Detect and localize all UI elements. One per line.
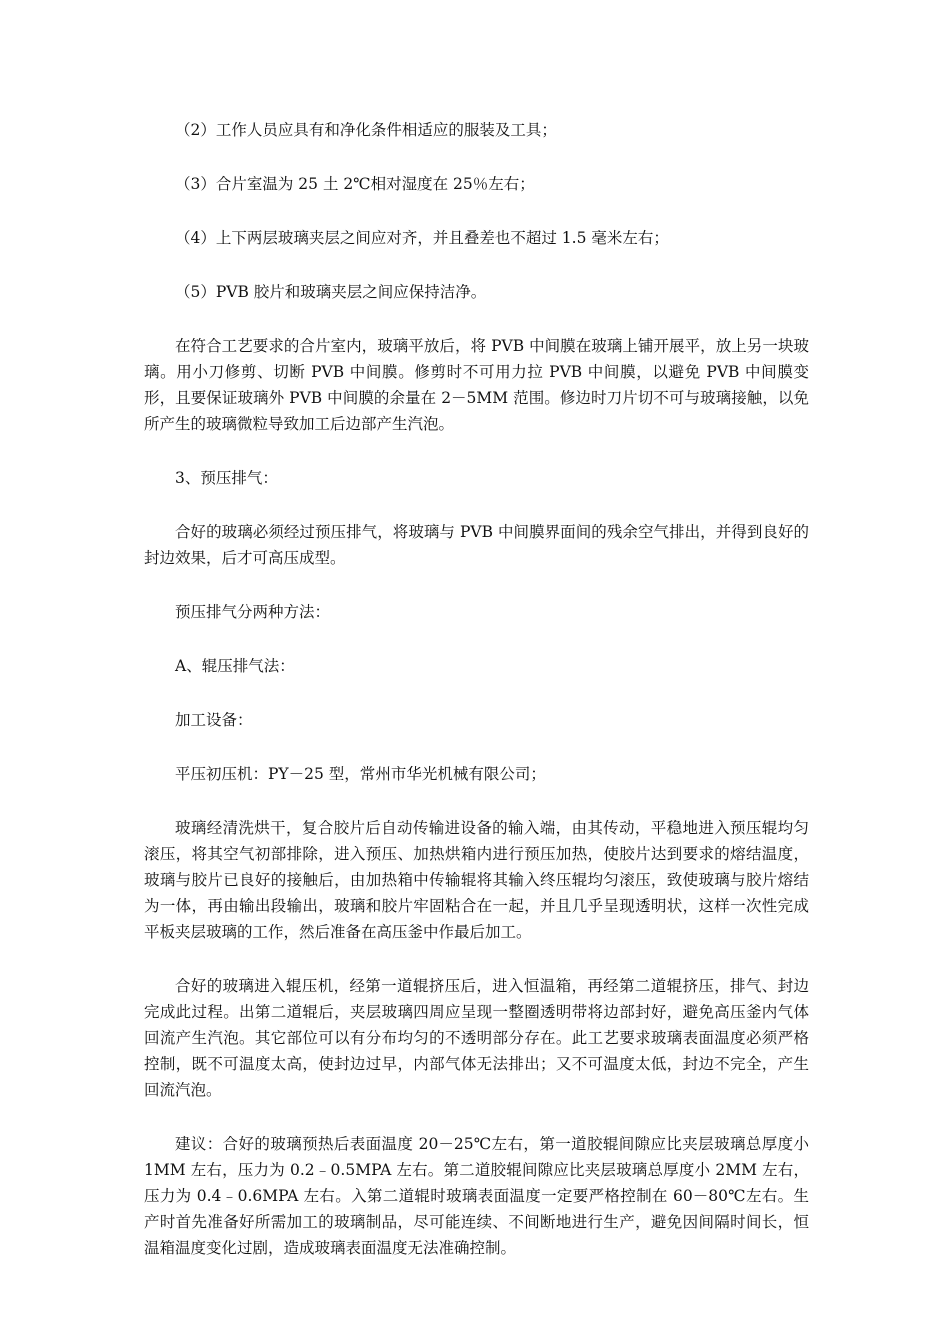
suggestion-paragraph: 建议：合好的玻璃预热后表面温度 20－25℃左右，第一道胶辊间隙应比夹层玻璃总厚度小 1MM 左右，压力为 0.2﹣0.5MPA 左右。第二道胶辊间隙应比夹层玻璃总厚度小 2MM 左右，压力为 0.4﹣0.6MPA 左右。入第二道辊时玻璃表面温度一定要严格控制在 60－80℃左右。生产时首先准备好所需加工的玻璃制品，尽可能连续、不间断地进行生产，避免因间隔时间长，恒温箱温度变化过剧，造成玻璃表面温度无法准确控制。 (144, 1135, 809, 1257)
equipment-heading: 加工设备： (175, 711, 253, 729)
lamination-paragraph: 在符合工艺要求的合片室内，玻璃平放后，将 PVB 中间膜在玻璃上铺开展平，放上另一块玻璃。用小刀修剪、切断 PVB 中间膜。修剪时不可用力拉 PVB 中间膜，以避免 PVB 中间膜变形，且要保证玻璃外 PVB 中间膜的余量在 2－5MM 范围。修边时刀片切不可与玻璃接触，以免所产生的玻璃微粒导致加工后边部产生汽泡。 (144, 337, 809, 433)
process-paragraph: 玻璃经清洗烘干，复合胶片后自动传输进设备的输入端，由其传动，平稳地进入预压辊均匀滚压，将其空气初部排除，进入预压、加热烘箱内进行预压加热，使胶片达到要求的熔结温度，玻璃与胶片已良好的接触后，由加热箱中传输辊将其输入终压辊均匀滚压，致使玻璃与胶片熔结为一体，再由输出段输出，玻璃和胶片牢固粘合在一起，并且几乎呈现透明状，这样一次性完成平板夹层玻璃的工作，然后准备在高压釜中作最后加工。 (144, 819, 809, 941)
document-body (144, 117, 809, 1289)
requirement-item-5: （5）PVB 胶片和玻璃夹层之间应保持洁净。 (175, 283, 487, 301)
section-heading-prepress: 3、预压排气： (175, 469, 278, 487)
prepress-intro-paragraph: 合好的玻璃必须经过预压排气，将玻璃与 PVB 中间膜界面间的残余空气排出，并得到良好的封边效果，后才可高压成型。 (144, 523, 809, 567)
requirement-item-2: （2）工作人员应具有和净化条件相适应的服装及工具； (175, 121, 557, 139)
roller-paragraph: 合好的玻璃进入辊压机，经第一道辊挤压后，进入恒温箱，再经第二道辊挤压，排气、封边完成此过程。出第二道辊后，夹层玻璃四周应呈现一整圈透明带将边部封好，避免高压釜内气体回流产生汽泡。其它部位可以有分布均匀的不透明部分存在。此工艺要求玻璃表面温度必须严格控制，既不可温度太高，使封边过早，内部气体无法排出；又不可温度太低，封边不完全，产生回流汽泡。 (144, 977, 809, 1099)
methods-heading: 预压排气分两种方法： (175, 603, 331, 621)
requirement-item-4: （4）上下两层玻璃夹层之间应对齐，并且叠差也不超过 1.5 毫米左右； (175, 229, 669, 247)
equipment-line: 平压初压机：PY－25 型，常州市华光机械有限公司； (175, 765, 546, 783)
method-a-heading: A、辊压排气法： (175, 657, 295, 675)
requirement-item-3: （3）合片室温为 25 土 2℃相对湿度在 25％左右； (175, 175, 535, 193)
